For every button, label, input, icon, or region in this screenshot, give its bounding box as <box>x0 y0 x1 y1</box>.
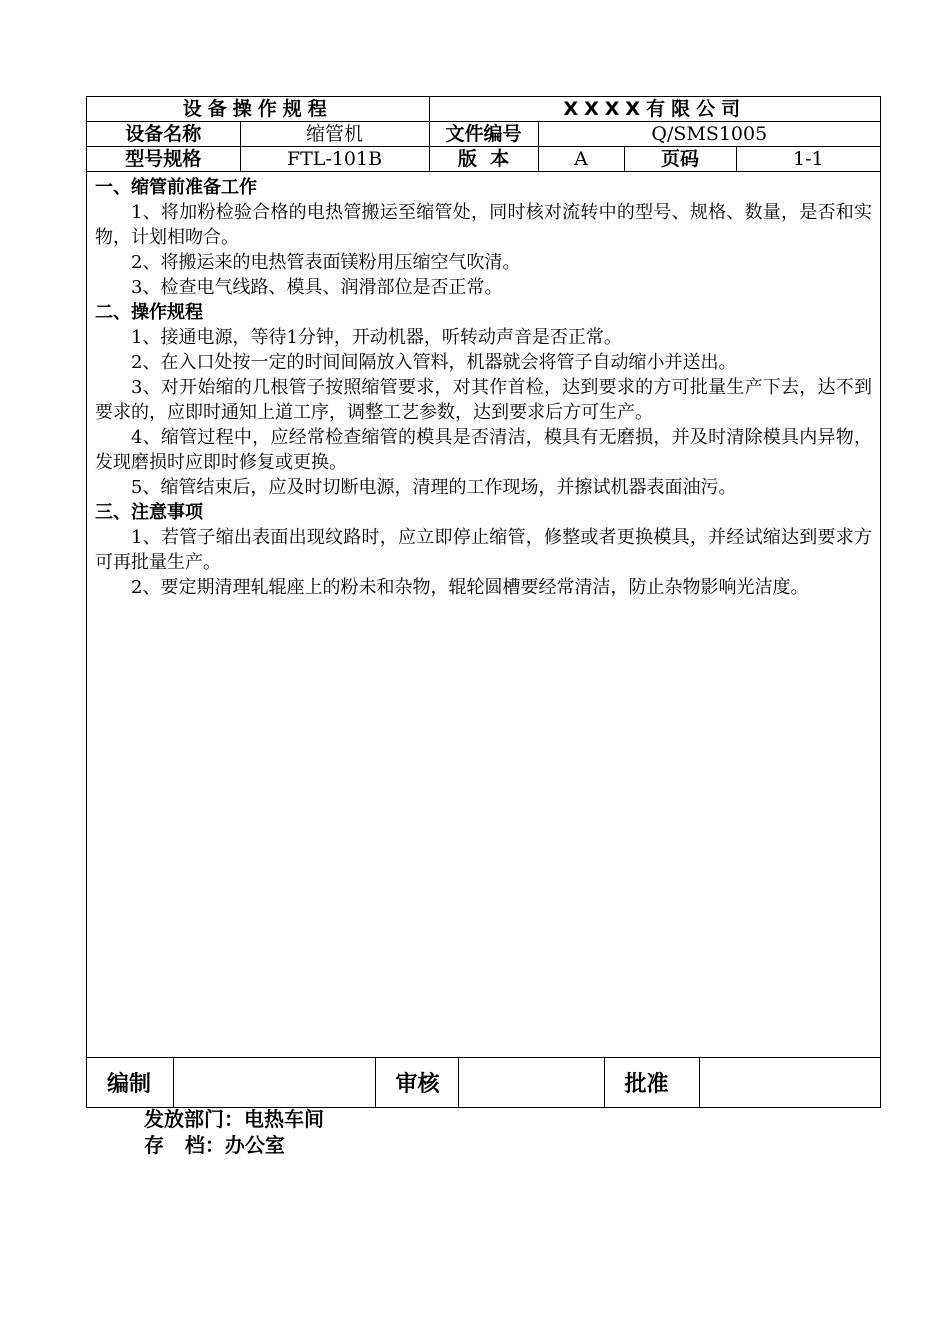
equipment-name-value: 缩管机 <box>240 122 429 147</box>
archive-location: 存 档：办公室 <box>144 1133 285 1157</box>
version-value: A <box>538 147 624 172</box>
equipment-name-label: 设备名称 <box>87 122 240 147</box>
section-heading: 二、操作规程 <box>95 302 203 323</box>
paragraph: 3、对开始缩的几根管子按照缩管要求，对其作首检，达到要求的方可批量生产下去，达不到要求的，应即时通知上道工序，调整工艺参数，达到要求后方可生产。 <box>95 377 872 423</box>
signature-table <box>87 1057 880 1107</box>
document-title: 设备操作规程 <box>87 97 429 122</box>
procedure-body <box>87 173 880 1055</box>
version-label: 版 本 <box>429 147 538 172</box>
review-label: 审核 <box>375 1058 458 1108</box>
paragraph: 5、缩管结束后，应及时切断电源，清理的工作现场，并擦试机器表面油污。 <box>131 477 737 498</box>
section-heading: 三、注意事项 <box>95 502 203 523</box>
compile-label: 编制 <box>87 1058 173 1108</box>
procedure-document <box>86 96 881 1108</box>
paragraph: 4、缩管过程中，应经常检查缩管的模具是否清洁，模具有无磨损，并及时清除模具内异物，发现磨损时应即时修复或更换。 <box>95 427 872 473</box>
model-value: FTL-101B <box>240 147 429 172</box>
page-label: 页码 <box>624 147 736 172</box>
model-label: 型号规格 <box>87 147 240 172</box>
paragraph: 2、要定期清理轧辊座上的粉未和杂物，辊轮圆槽要经常清洁，防止杂物影响光洁度。 <box>131 577 809 598</box>
paragraph: 1、接通电源，等待1分钟，开动机器，听转动声音是否正常。 <box>131 327 622 348</box>
issuing-department: 发放部门：电热车间 <box>144 1107 324 1131</box>
doc-number-value: Q/SMS1005 <box>538 122 880 147</box>
doc-number-label: 文件编号 <box>429 122 538 147</box>
review-signature-field[interactable] <box>458 1058 604 1108</box>
paragraph: 2、将搬运来的电热管表面镁粉用压缩空气吹清。 <box>131 252 521 273</box>
company-name: XXXX有限公司 <box>429 97 880 122</box>
compile-signature-field[interactable] <box>173 1058 375 1108</box>
approve-signature-field[interactable] <box>699 1058 880 1108</box>
approve-label: 批准 <box>604 1058 699 1108</box>
paragraph: 1、将加粉检验合格的电热管搬运至缩管处，同时核对流转中的型号、规格、数量，是否和实物，计划相吻合。 <box>95 202 872 248</box>
section-heading: 一、缩管前准备工作 <box>95 177 257 198</box>
header-table <box>87 97 880 172</box>
page-value: 1-1 <box>736 147 880 172</box>
section-preparation <box>95 175 872 300</box>
section-operation <box>95 300 872 500</box>
paragraph: 1、若管子缩出表面出现纹路时，应立即停止缩管，修整或者更换模具，并经试缩达到要求方可再批量生产。 <box>95 527 872 573</box>
paragraph: 2、在入口处按一定的时间间隔放入管料，机器就会将管子自动缩小并送出。 <box>131 352 737 373</box>
paragraph: 3、检查电气线路、模具、润滑部位是否正常。 <box>131 277 503 298</box>
section-notes <box>95 500 872 600</box>
